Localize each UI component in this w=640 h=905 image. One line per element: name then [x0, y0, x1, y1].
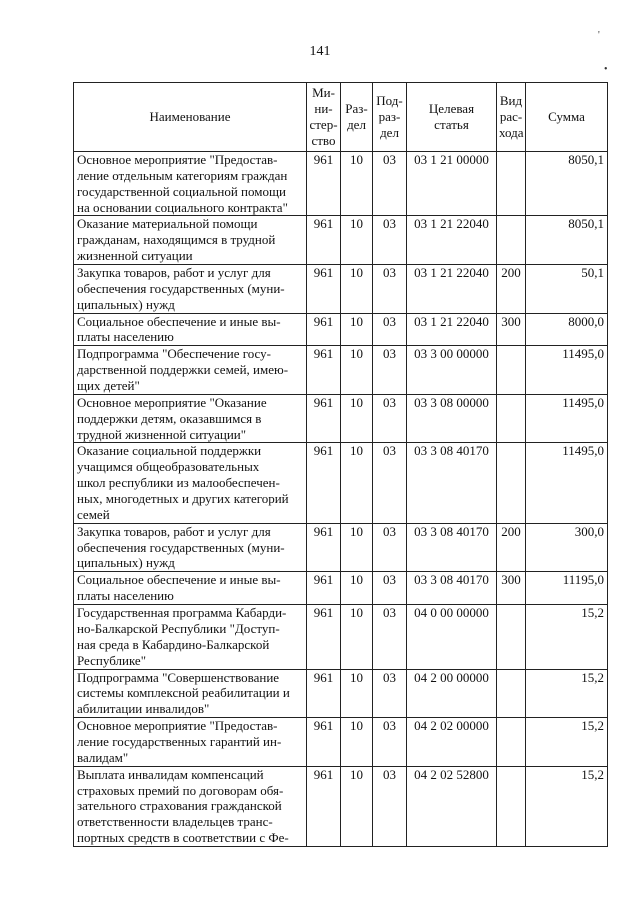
row-sum: 8050,1 [526, 216, 608, 265]
row-expense-type [497, 346, 526, 395]
row-section: 10 [341, 216, 373, 265]
row-sum: 11495,0 [526, 346, 608, 395]
row-ministry: 961 [307, 766, 341, 846]
row-sum: 8050,1 [526, 152, 608, 216]
table-row [74, 605, 608, 669]
row-sum: 8000,0 [526, 313, 608, 346]
row-ministry: 961 [307, 313, 341, 346]
row-ministry: 961 [307, 265, 341, 314]
row-name: Социальное обеспечение и иные вы- платы населению [74, 572, 307, 605]
scan-mark: • [604, 64, 608, 75]
row-target: 03 1 21 22040 [407, 265, 497, 314]
row-subsection: 03 [373, 605, 407, 669]
row-section: 10 [341, 605, 373, 669]
header-ministry: Ми- ни- стер- ство [307, 83, 341, 152]
row-name: Оказание социальной поддержки учащимся общеобразовательных школ республики из малообеспечен- ных, многодетных и других категорий семей [74, 443, 307, 523]
row-subsection: 03 [373, 346, 407, 395]
row-subsection: 03 [373, 718, 407, 767]
row-target: 04 0 00 00000 [407, 605, 497, 669]
row-ministry: 961 [307, 152, 341, 216]
header-expense-type: Вид рас- хода [497, 83, 526, 152]
row-section: 10 [341, 669, 373, 718]
header-target: Целевая статья [407, 83, 497, 152]
table-row [74, 766, 608, 846]
row-target: 04 2 02 00000 [407, 718, 497, 767]
table-row [74, 443, 608, 523]
row-subsection: 03 [373, 443, 407, 523]
row-target: 03 1 21 22040 [407, 216, 497, 265]
row-expense-type [497, 216, 526, 265]
row-subsection: 03 [373, 216, 407, 265]
row-name: Закупка товаров, работ и услуг для обеспечения государственных (муни- ципальных) нужд [74, 265, 307, 314]
row-section: 10 [341, 766, 373, 846]
row-sum: 11495,0 [526, 443, 608, 523]
row-section: 10 [341, 346, 373, 395]
table-row [74, 718, 608, 767]
row-name: Государственная программа Кабарди- но-Балкарской Республики "Доступ- ная среда в Кабардино-Балкарской Республике" [74, 605, 307, 669]
table-row [74, 265, 608, 314]
table-row [74, 346, 608, 395]
row-ministry: 961 [307, 718, 341, 767]
row-sum: 300,0 [526, 523, 608, 572]
row-subsection: 03 [373, 572, 407, 605]
row-expense-type [497, 443, 526, 523]
table-row [74, 523, 608, 572]
row-expense-type [497, 766, 526, 846]
table-row [74, 313, 608, 346]
row-ministry: 961 [307, 394, 341, 443]
scan-mark: ' [598, 30, 600, 41]
row-expense-type: 300 [497, 313, 526, 346]
table-row [74, 669, 608, 718]
row-section: 10 [341, 265, 373, 314]
row-section: 10 [341, 313, 373, 346]
row-section: 10 [341, 572, 373, 605]
row-expense-type [497, 605, 526, 669]
row-subsection: 03 [373, 523, 407, 572]
row-name: Выплата инвалидам компенсаций страховых премий по договорам обя- зательного страхования гражданской ответственности владельцев транс- портных средств в соответствии с Фе- [74, 766, 307, 846]
row-ministry: 961 [307, 605, 341, 669]
row-expense-type [497, 394, 526, 443]
row-target: 03 3 00 00000 [407, 346, 497, 395]
row-name: Закупка товаров, работ и услуг для обеспечения государственных (муни- ципальных) нужд [74, 523, 307, 572]
page-number: 141 [309, 44, 331, 59]
row-sum: 15,2 [526, 766, 608, 846]
row-subsection: 03 [373, 394, 407, 443]
row-sum: 15,2 [526, 718, 608, 767]
row-sum: 15,2 [526, 669, 608, 718]
row-target: 03 3 08 40170 [407, 572, 497, 605]
row-ministry: 961 [307, 572, 341, 605]
table-row [74, 216, 608, 265]
table-body [74, 152, 608, 847]
table-header-row [74, 83, 608, 152]
header-subsection: Под- раз- дел [373, 83, 407, 152]
row-section: 10 [341, 394, 373, 443]
header-name: Наименование [74, 83, 307, 152]
row-expense-type [497, 718, 526, 767]
row-expense-type: 200 [497, 523, 526, 572]
table-row [74, 152, 608, 216]
row-target: 03 3 08 40170 [407, 443, 497, 523]
row-expense-type: 300 [497, 572, 526, 605]
row-subsection: 03 [373, 766, 407, 846]
budget-table [73, 82, 608, 847]
row-sum: 11195,0 [526, 572, 608, 605]
header-sum: Сумма [526, 83, 608, 152]
row-name: Социальное обеспечение и иные вы- платы населению [74, 313, 307, 346]
row-section: 10 [341, 718, 373, 767]
row-name: Основное мероприятие "Оказание поддержки детям, оказавшимся в трудной жизненной ситуации" [74, 394, 307, 443]
row-sum: 50,1 [526, 265, 608, 314]
row-target: 04 2 00 00000 [407, 669, 497, 718]
row-target: 04 2 02 52800 [407, 766, 497, 846]
row-subsection: 03 [373, 669, 407, 718]
row-ministry: 961 [307, 669, 341, 718]
row-section: 10 [341, 523, 373, 572]
row-name: Основное мероприятие "Предостав- ление государственных гарантий ин- валидам" [74, 718, 307, 767]
table-row [74, 572, 608, 605]
row-ministry: 961 [307, 443, 341, 523]
row-expense-type [497, 669, 526, 718]
row-ministry: 961 [307, 346, 341, 395]
row-subsection: 03 [373, 265, 407, 314]
row-section: 10 [341, 443, 373, 523]
row-target: 03 3 08 40170 [407, 523, 497, 572]
row-name: Подпрограмма "Обеспечение госу- дарственной поддержки семей, имею- щих детей" [74, 346, 307, 395]
table-row [74, 394, 608, 443]
row-expense-type [497, 152, 526, 216]
row-name: Оказание материальной помощи гражданам, находящимся в трудной жизненной ситуации [74, 216, 307, 265]
row-subsection: 03 [373, 313, 407, 346]
row-sum: 11495,0 [526, 394, 608, 443]
row-section: 10 [341, 152, 373, 216]
row-target: 03 1 21 00000 [407, 152, 497, 216]
row-name: Подпрограмма "Совершенствование системы комплексной реабилитации и абилитации инвалидов" [74, 669, 307, 718]
row-target: 03 3 08 00000 [407, 394, 497, 443]
row-sum: 15,2 [526, 605, 608, 669]
row-target: 03 1 21 22040 [407, 313, 497, 346]
row-name: Основное мероприятие "Предостав- ление отдельным категориям граждан государственной социальной помощи на основании социального контракта" [74, 152, 307, 216]
header-section: Раз- дел [341, 83, 373, 152]
row-ministry: 961 [307, 216, 341, 265]
row-expense-type: 200 [497, 265, 526, 314]
row-subsection: 03 [373, 152, 407, 216]
row-ministry: 961 [307, 523, 341, 572]
